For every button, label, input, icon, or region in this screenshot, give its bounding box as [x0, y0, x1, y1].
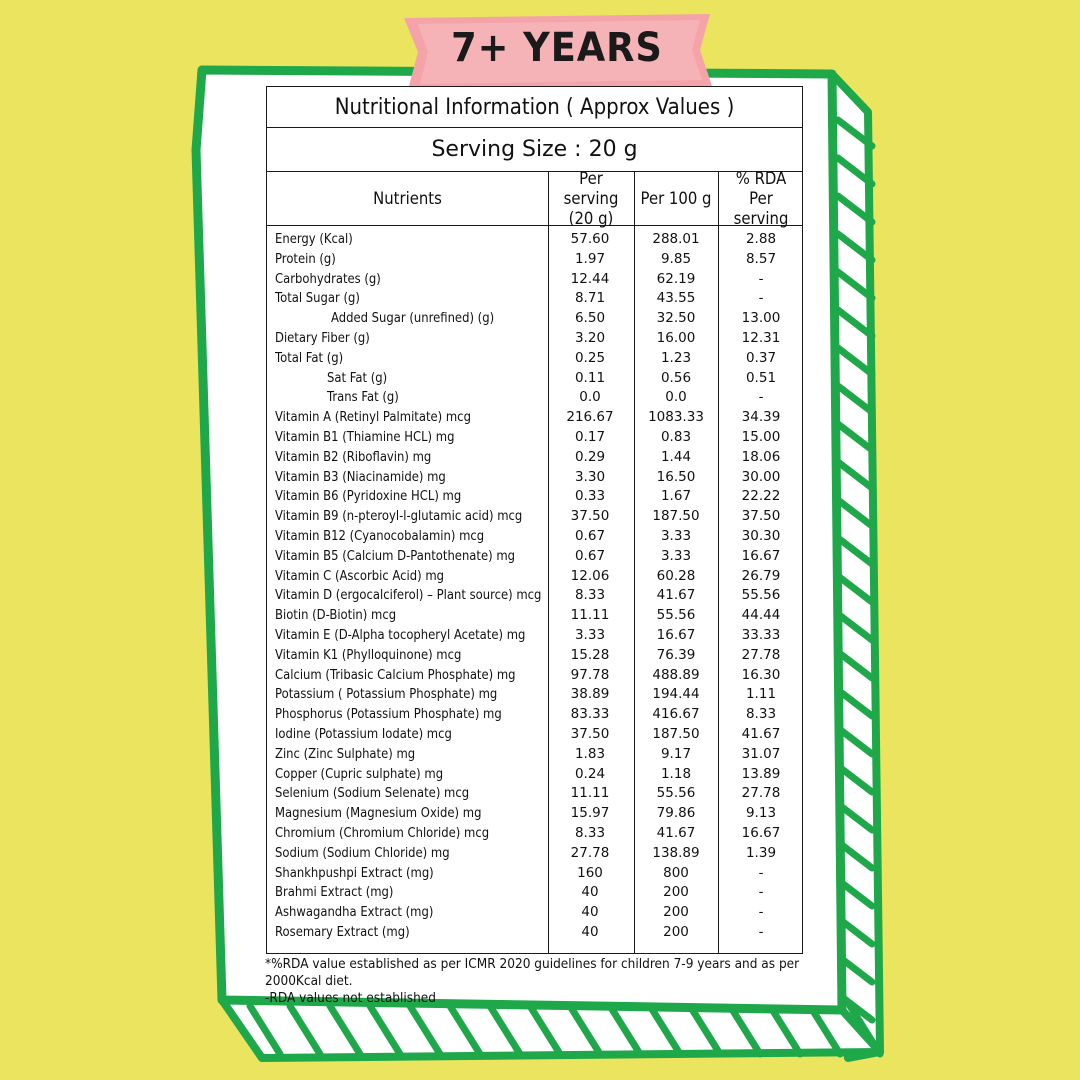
table-row — [267, 370, 802, 390]
per-serving-value: 216.67 — [566, 409, 614, 426]
rda-value: 8.33 — [745, 706, 777, 723]
per-100g-value: 200 — [663, 904, 689, 921]
rda-value: - — [758, 389, 764, 406]
per-serving-value: 11.11 — [570, 607, 610, 624]
rda-value: - — [758, 290, 764, 307]
table-row — [267, 845, 802, 865]
nutrient-name: Ashwagandha Extract (mg) — [275, 904, 434, 921]
per-100g-value: 1.67 — [660, 488, 692, 505]
nutrient-name: Vitamin B2 (Riboflavin) mg — [275, 448, 432, 465]
per-100g-value: 1.44 — [660, 448, 692, 465]
per-100g-value: 3.33 — [660, 547, 692, 564]
per-serving-value: 15.97 — [570, 805, 610, 822]
per-serving-value: 37.50 — [570, 726, 610, 742]
table-row — [267, 568, 802, 588]
per-serving-value: 0.24 — [574, 765, 606, 782]
table-row — [267, 667, 802, 687]
table-row — [267, 508, 802, 528]
per-100g-value: 1.23 — [660, 349, 692, 366]
footnote — [265, 956, 800, 1007]
per-100g-value: 0.56 — [660, 369, 692, 386]
rda-value: 34.39 — [741, 409, 781, 426]
table-row — [267, 310, 802, 330]
per-100g-value: 41.67 — [656, 825, 696, 841]
per-100g-value: 1083.33 — [648, 409, 704, 426]
per-100g-value: 32.50 — [656, 310, 696, 327]
nutrient-name: Selenium (Sodium Selenate) mcg — [275, 785, 470, 802]
rda-value: 2.88 — [745, 231, 777, 247]
table-row — [267, 488, 802, 508]
table-row — [267, 409, 802, 429]
rda-value: 30.30 — [741, 528, 781, 544]
per-serving-value: 8.71 — [574, 290, 606, 307]
per-100g-value: 288.01 — [652, 231, 700, 247]
table-row — [267, 726, 802, 746]
nutrient-name: Magnesium (Magnesium Oxide) mg — [275, 805, 482, 822]
per-serving-value: 12.44 — [570, 270, 610, 287]
per-serving-value: 3.20 — [574, 330, 606, 346]
footnote-line: 2000Kcal diet. — [265, 973, 353, 989]
table-row — [267, 647, 802, 667]
per-serving-value: 40 — [581, 884, 599, 901]
table-row — [267, 607, 802, 627]
per-100g-value: 3.33 — [660, 528, 692, 544]
rda-value: 31.07 — [741, 745, 781, 762]
per-serving-value: 38.89 — [570, 686, 610, 703]
per-serving-value: 40 — [581, 904, 599, 921]
footnote-line: *%RDA value established as per ICMR 2020 guidelines for children 7-9 years and as per — [265, 956, 800, 972]
nutrient-name: Added Sugar (unrefined) (g) — [331, 310, 495, 327]
per-serving-value: 1.97 — [574, 250, 606, 267]
rda-value: 41.67 — [741, 726, 781, 742]
per-100g-value: 16.00 — [656, 330, 696, 346]
rda-value: - — [758, 924, 764, 940]
per-100g-value: 200 — [663, 924, 689, 940]
per-100g-value: 16.50 — [656, 468, 696, 485]
header-nutrients: Nutrients — [373, 189, 442, 208]
rda-value: 15.00 — [741, 429, 781, 445]
nutrition-table — [266, 86, 803, 954]
header-per-100g: Per 100 g — [640, 189, 712, 208]
per-100g-value: 76.39 — [656, 646, 696, 663]
nutrient-name: Vitamin B9 (n-pteroyl-l-glutamic acid) mcg — [275, 508, 523, 525]
table-row — [267, 231, 802, 251]
rda-value: 33.33 — [741, 627, 781, 643]
per-100g-value: 416.67 — [652, 706, 700, 723]
table-row — [267, 686, 802, 706]
per-serving-value: 0.33 — [574, 488, 606, 505]
table-row — [267, 528, 802, 548]
table-row — [267, 706, 802, 726]
table-row — [267, 429, 802, 449]
per-100g-value: 194.44 — [652, 686, 700, 703]
per-serving-value: 15.28 — [570, 646, 610, 663]
nutrient-name: Vitamin B6 (Pyridoxine HCL) mg — [275, 488, 462, 505]
per-serving-value: 97.78 — [570, 666, 610, 683]
nutrient-name: Energy (Kcal) — [275, 231, 353, 247]
per-serving-value: 3.33 — [574, 627, 606, 643]
nutrient-name: Potassium ( Potassium Phosphate) mg — [275, 686, 498, 703]
per-serving-value: 8.33 — [574, 587, 606, 604]
per-serving-value: 6.50 — [574, 310, 606, 327]
per-serving-value: 57.60 — [570, 231, 610, 247]
per-100g-value: 43.55 — [656, 290, 696, 307]
per-serving-value: 11.11 — [570, 785, 610, 802]
nutrient-name: Calcium (Tribasic Calcium Phosphate) mg — [275, 666, 516, 683]
rda-value: 44.44 — [741, 607, 781, 624]
table-row — [267, 548, 802, 568]
per-100g-value: 488.89 — [652, 666, 700, 683]
rda-value: 8.57 — [745, 250, 777, 267]
rda-value: 13.89 — [741, 765, 781, 782]
per-serving-value: 0.29 — [574, 448, 606, 465]
per-100g-value: 55.56 — [656, 607, 696, 624]
rda-value: 16.67 — [741, 825, 781, 841]
nutrient-name: Protein (g) — [275, 250, 336, 267]
per-100g-value: 60.28 — [656, 567, 696, 584]
serving-size: Serving Size : 20 g — [267, 127, 802, 172]
rda-value: 0.37 — [745, 349, 777, 366]
nutrient-name: Vitamin B3 (Niacinamide) mg — [275, 468, 446, 485]
table-row — [267, 587, 802, 607]
rda-value: - — [758, 864, 764, 881]
per-serving-value: 12.06 — [570, 567, 610, 584]
nutrient-name: Total Fat (g) — [275, 349, 344, 366]
table-row — [267, 766, 802, 786]
table-row — [267, 290, 802, 310]
nutrient-name: Vitamin B12 (Cyanocobalamin) mcg — [275, 528, 485, 544]
header-rda: % RDA Per serving — [733, 169, 789, 228]
rda-value: 13.00 — [741, 310, 781, 327]
nutrient-name: Trans Fat (g) — [327, 389, 399, 406]
table-row — [267, 271, 802, 291]
table-row — [267, 865, 802, 885]
rda-value: - — [758, 884, 764, 901]
age-banner-label: 7+ YEARS — [451, 25, 663, 71]
rda-value: 30.00 — [741, 468, 781, 485]
rda-value: 26.79 — [741, 567, 781, 584]
rda-value: 37.50 — [741, 508, 781, 525]
footnote-line: -RDA values not established — [265, 990, 436, 1006]
nutrient-name: Total Sugar (g) — [275, 290, 360, 307]
per-serving-value: 0.11 — [574, 369, 606, 386]
table-row — [267, 805, 802, 825]
per-100g-value: 187.50 — [652, 726, 700, 742]
per-100g-value: 79.86 — [656, 805, 696, 822]
table-row — [267, 924, 802, 944]
nutrient-name: Carbohydrates (g) — [275, 270, 381, 287]
per-serving-value: 3.30 — [574, 468, 606, 485]
per-serving-value: 8.33 — [574, 825, 606, 841]
per-100g-value: 0.83 — [660, 429, 692, 445]
table-row — [267, 330, 802, 350]
per-100g-value: 62.19 — [656, 270, 696, 287]
per-100g-value: 138.89 — [652, 844, 700, 861]
nutrient-name: Shankhpushpi Extract (mg) — [275, 864, 434, 881]
nutrient-name: Vitamin B5 (Calcium D-Pantothenate) mg — [275, 547, 516, 564]
nutrient-name: Sodium (Sodium Chloride) mg — [275, 844, 450, 861]
table-title: Nutritional Information ( Approx Values ) — [267, 87, 802, 128]
per-100g-value: 1.18 — [660, 765, 692, 782]
nutrient-name: Rosemary Extract (mg) — [275, 924, 410, 940]
per-100g-value: 187.50 — [652, 508, 700, 525]
table-row — [267, 825, 802, 845]
rda-value: - — [758, 270, 764, 287]
nutrient-name: Dietary Fiber (g) — [275, 330, 370, 346]
per-serving-value: 0.67 — [574, 528, 606, 544]
table-row — [267, 904, 802, 924]
nutrient-name: Copper (Cupric sulphate) mg — [275, 765, 444, 782]
table-row — [267, 389, 802, 409]
rda-value: 16.67 — [741, 547, 781, 564]
per-100g-value: 0.0 — [665, 389, 687, 406]
nutrient-name: Vitamin E (D-Alpha tocopheryl Acetate) mg — [275, 627, 526, 643]
per-serving-value: 83.33 — [570, 706, 610, 723]
nutrient-name: Biotin (D-Biotin) mcg — [275, 607, 397, 624]
per-serving-value: 40 — [581, 924, 599, 940]
per-serving-value: 160 — [577, 864, 603, 881]
per-serving-value: 37.50 — [570, 508, 610, 525]
rda-value: 22.22 — [741, 488, 781, 505]
per-100g-value: 9.17 — [660, 745, 692, 762]
per-serving-value: 0.0 — [579, 389, 601, 406]
nutrient-name: Sat Fat (g) — [327, 369, 388, 386]
rda-value: - — [758, 904, 764, 921]
nutrient-name: Zinc (Zinc Sulphate) mg — [275, 745, 416, 762]
per-100g-value: 9.85 — [660, 250, 692, 267]
per-100g-value: 16.67 — [656, 627, 696, 643]
per-serving-value: 27.78 — [570, 844, 610, 861]
table-row — [267, 746, 802, 766]
rda-value: 0.51 — [745, 369, 777, 386]
rda-value: 18.06 — [741, 448, 781, 465]
rda-value: 1.39 — [745, 844, 777, 861]
nutrient-name: Brahmi Extract (mg) — [275, 884, 394, 901]
rda-value: 1.11 — [745, 686, 777, 703]
rda-value: 55.56 — [741, 587, 781, 604]
rda-value: 12.31 — [741, 330, 781, 346]
nutrient-name: Phosphorus (Potassium Phosphate) mg — [275, 706, 502, 723]
per-serving-value: 0.25 — [574, 349, 606, 366]
per-serving-value: 1.83 — [574, 745, 606, 762]
table-row — [267, 449, 802, 469]
table-row — [267, 627, 802, 647]
table-row — [267, 251, 802, 271]
rda-value: 9.13 — [745, 805, 777, 822]
rda-value: 27.78 — [741, 646, 781, 663]
table-row — [267, 884, 802, 904]
header-per-serving: Per serving (20 g) — [563, 169, 619, 228]
nutrient-name: Vitamin A (Retinyl Palmitate) mcg — [275, 409, 471, 426]
per-serving-value: 0.67 — [574, 547, 606, 564]
per-100g-value: 41.67 — [656, 587, 696, 604]
rda-value: 27.78 — [741, 785, 781, 802]
per-100g-value: 200 — [663, 884, 689, 901]
per-100g-value: 55.56 — [656, 785, 696, 802]
nutrient-name: Vitamin D (ergocalciferol) – Plant source) mcg — [275, 587, 542, 604]
nutrient-name: Chromium (Chromium Chloride) mcg — [275, 825, 490, 841]
table-row — [267, 350, 802, 370]
per-serving-value: 0.17 — [574, 429, 606, 445]
nutrient-name: Vitamin C (Ascorbic Acid) mg — [275, 567, 445, 584]
rda-value: 16.30 — [741, 666, 781, 683]
nutrient-name: Vitamin B1 (Thiamine HCL) mg — [275, 429, 455, 445]
table-row — [267, 785, 802, 805]
table-row — [267, 469, 802, 489]
nutrient-name: Vitamin K1 (Phylloquinone) mcg — [275, 646, 462, 663]
nutrient-name: Iodine (Potassium Iodate) mcg — [275, 726, 452, 742]
per-100g-value: 800 — [663, 864, 689, 881]
